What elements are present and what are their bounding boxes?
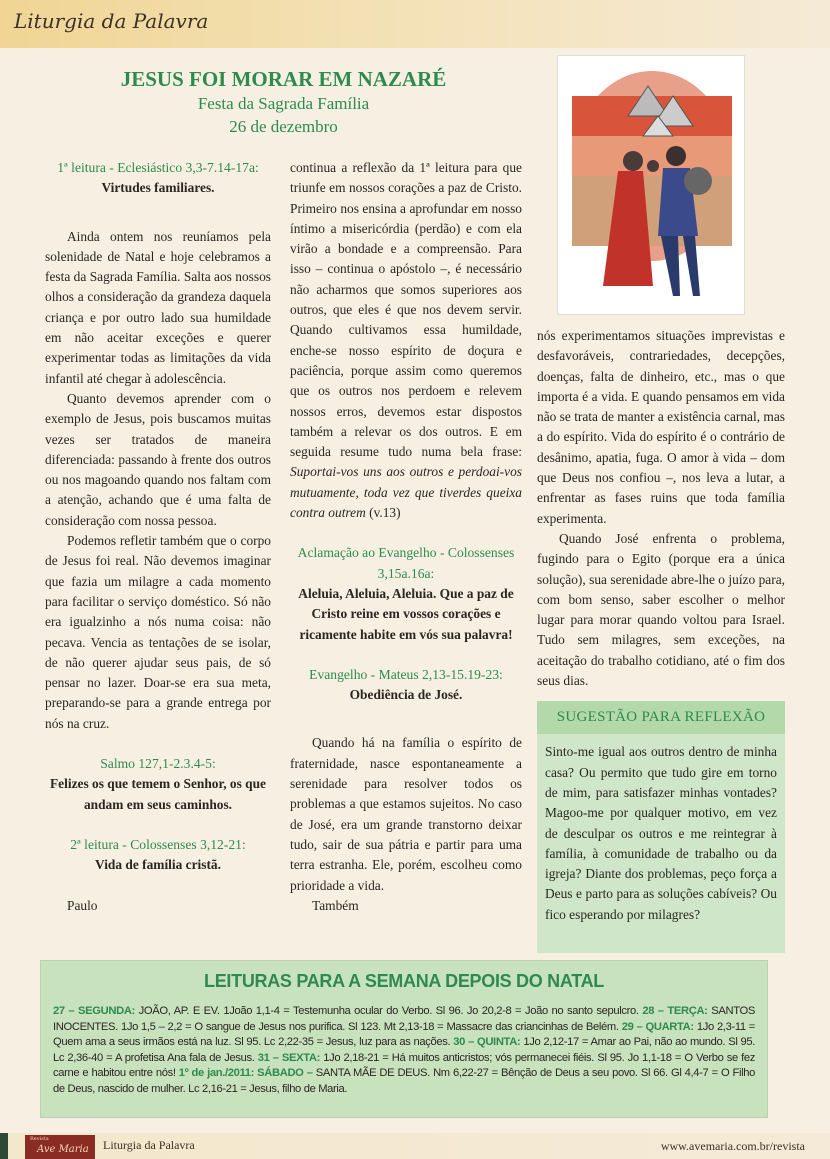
holy-family-illustration xyxy=(557,55,745,315)
paragraph: Quando José enfrenta o problema, fugindo para o Egito (porque era a única solução), sua serenidade abre-lhe o juízo para, com bom senso, saber escolher o melhor lugar para morar quando voltou para Israel. Tudo sem milagres, sem exceções, na aceitação do trabalho cotidiano, até o fim dos seus dias. xyxy=(537,530,785,689)
logo-small: Revista xyxy=(30,1136,49,1143)
paragraph-text: Paulo xyxy=(67,897,98,913)
day-label: 28 – TERÇA: xyxy=(642,1005,708,1018)
reflection-text: Sinto-me igual aos outros dentro de minha casa? Ou permito que tudo gire em torno de mim, para satisfazer minhas vontades? Magoo-me por qualquer motivo, em vez de desculpar os outros e me reintegrar à família, à comunidade de trabalho ou da igreja? Diante dos problemas, peço força a Deus e parto para as soluções cabíveis? Ou fico esperando por milagres? xyxy=(545,744,777,922)
day-readings: 1Jo 2,18-21 = Há muitos anticristos; vós permanecei fiéis. Sl 95. Jo 1,1-18 = O Verbo se fez carne e habitou entre nós! xyxy=(53,1051,756,1080)
day-readings: SANTOS INOCENTES. 1Jo 1,5 – 2,2 = O sangue de Jesus nos purifica. Sl 123. Mt 2,13-18 = Massacre das criancinhas de Belém. xyxy=(53,1005,755,1033)
day-label: 29 – QUARTA: xyxy=(621,1020,694,1033)
article-date: 26 de dezembro xyxy=(229,117,338,136)
weekly-readings-text xyxy=(41,992,767,1097)
gospel-title: Obediência de José. xyxy=(349,687,463,703)
psalm-text: Felizes os que temem o Senhor, os que andam em seus caminhos. xyxy=(50,776,266,812)
article-body xyxy=(45,48,830,953)
footer-url[interactable]: www.avemaria.com.br/revista xyxy=(660,1139,805,1154)
column-3 xyxy=(537,326,785,691)
day-label: 30 – QUINTA: xyxy=(453,1036,521,1049)
text-columns xyxy=(45,158,522,916)
column-1 xyxy=(45,158,271,916)
column-2 xyxy=(290,158,522,916)
quote-ref: (v.13) xyxy=(369,505,401,521)
ave-maria-logo xyxy=(25,1135,95,1159)
footer-label: Liturgia da Palavra xyxy=(103,1138,195,1153)
paragraph: Quando há na família o espírito de fraternidade, nasce espontaneamente a serenidade para resolver todos os problemas a que estamos sujeitos. No caso de José, era um grande transtorno deixar tudo, sair de sua pátria e partir para uma terra estranha. Ele, porém, escolheu como prioridade a vida. xyxy=(290,735,522,893)
day-label: 27 – SEGUNDA: xyxy=(53,1005,135,1018)
logo-text: Ave Maria xyxy=(37,1144,89,1156)
paragraph-text-continued: continua a reflexão da 1ª leitura para que triunfe em nossos corações a paz de Cristo. Primeiro nos ensina a aprofundar em nosso íntimo a misericórdia (perdão) e com ela virão a bondade e a compreensão. Para isso – continua o apóstolo –, é necessário não acharmos que somos superiores aos outros, que eles é que nos devem servir. Quando cultivamos essa humildade, enche-se nosso espírito de doçura e paciência, porque assim como queremos que os outros nos perdoem e relevem nossos erros, devemos estar dispostos também a relevar os dos outros. E em seguida resume tudo numa bela frase: xyxy=(290,160,522,460)
gospel-ref: Evangelho - Mateus 2,13-15.19-23: xyxy=(309,666,503,682)
section-title: Liturgia da Palavra xyxy=(14,9,209,33)
psalm-ref: Salmo 127,1-2.3.4-5: xyxy=(100,756,216,772)
paragraph-text: Também xyxy=(312,897,359,913)
article-title: JESUS FOI MORAR EM NAZARÉ xyxy=(120,67,447,91)
reading2-title: Vida de família cristã. xyxy=(95,857,221,873)
article-subtitle: Festa da Sagrada Família xyxy=(197,94,370,113)
paragraph xyxy=(290,896,522,916)
paragraph: Podemos refletir também que o corpo de Jesus foi real. Não devemos imaginar que fazia um milagre a cada momento para facilitar o serviço doméstico. Só não era igualzinho a nós numa coisa: não pecava. Vencia as tentações de se isolar, de não querer ajudar seus pais, de só pensar no lazer. Doar-se era sua meta, preparando-se para a grande entrega por nós na cruz. xyxy=(45,533,271,731)
weekly-readings-title: LEITURAS PARA A SEMANA DEPOIS DO NATAL xyxy=(204,971,604,992)
reading2-ref: 2ª leitura - Colossenses 3,12-21: xyxy=(70,836,246,852)
header-band xyxy=(0,0,830,48)
page-edge xyxy=(0,1133,8,1159)
acclamation-ref: Aclamação ao Evangelho - Colossenses 3,15a.16a: xyxy=(297,545,515,581)
article-right xyxy=(537,55,785,953)
paragraph-continuation xyxy=(290,158,522,523)
paragraph xyxy=(45,896,271,916)
paragraph-continuation xyxy=(537,326,785,529)
article-left xyxy=(45,48,522,916)
reading1-title: Virtudes familiares. xyxy=(101,180,215,196)
day-readings: JOÃO, AP. E EV. 1João 1,1-4 = Testemunha ocular do Verbo. Sl 96. Jo 20,2-8 = João no santo sepulcro. xyxy=(134,1005,643,1018)
paragraph: Ainda ontem nos reuníamos pela solenidade de Natal e hoje celebramos a festa da Sagrada Família. Salta aos nossos olhos a consideração da grandeza daquela criança e por outro lado sua humildade em não aceitar exceções e querer experimentar todas as limitações da vida infantil até chegar à adolescência. xyxy=(45,228,271,386)
reflection-box xyxy=(537,701,785,953)
reflection-title: SUGESTÃO PARA REFLEXÃO xyxy=(537,701,785,734)
paragraph: Quanto devemos aprender com o exemplo de Jesus, pois buscamos muitas vezes ser tratados de maneira diferenciada: passando à frente dos outros ou nos magoando quando nos faltam com a atenção, achando que é uma falta de consideração com nossa pessoa. xyxy=(45,390,271,528)
paragraph-text-continued: nós experimentamos situações imprevistas e desfavoráveis, contrariedades, decepções, doenças, falta de dinheiro, etc., mas o que importa é a vida. E quando pensamos em vida não se trata de manter a existência carnal, mas a do espírito. Vida do espírito é o contrário de desânimo, apatia, fuga. O amor à vida – dom que Deus nos confiou –, nos leva a lutar, a enfrentar as fases ruins que toda família experimenta. xyxy=(537,328,785,526)
day-readings: 1Jo 2,3-11 = Quem ama a seus irmãos está na luz. Sl 95. Lc 2,22-35 = Jesus, luz para as nações. xyxy=(53,1020,755,1049)
reading1-ref: 1ª leitura - Eclesiástico 3,3-7.14-17a: xyxy=(57,160,259,175)
day-label: 1º de jan./2011: SÁBADO – xyxy=(178,1067,313,1080)
day-readings: 1Jo 2,12-17 = Amar ao Pai, não ao mundo. Sl 95. Lc 2,36-40 = A profetisa Ana fala de Jesus. xyxy=(53,1036,755,1064)
day-label: 31 – SEXTA: xyxy=(257,1051,320,1064)
footer xyxy=(0,1133,830,1159)
acclamation-text: Aleluia, Aleluia, Aleluia. Que a paz de Cristo reine em vossos corações e ricamente habite em vós sua palavra! xyxy=(298,585,514,642)
quote: Suportai-vos uns aos outros e perdoai-vos mutuamente, toda vez que tiverdes queixa contra outrem xyxy=(290,464,522,521)
day-readings: SANTA MÃE DE DEUS. Nm 6,22-27 = Bênção de Deus a seu povo. Sl 66. Gl 4,4-7 = O Filho de Deus, nascido de mulher. Lc 2,16-21 = Jesus, filho de Maria. xyxy=(53,1067,755,1095)
article-heading xyxy=(45,48,522,158)
weekly-readings-box xyxy=(40,960,768,1118)
